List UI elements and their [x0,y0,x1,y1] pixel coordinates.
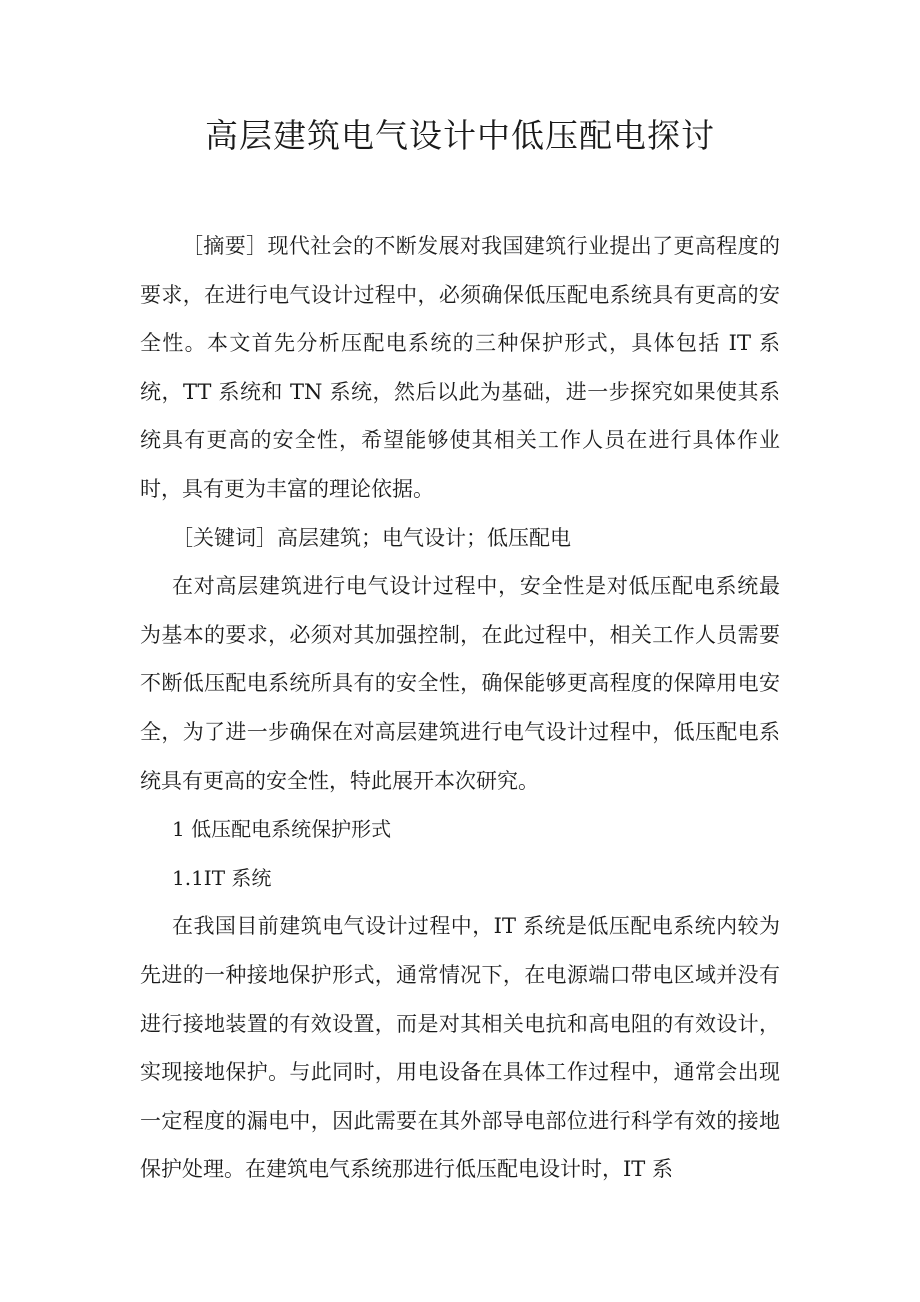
keywords-paragraph: ［关键词］高层建筑；电气设计；低压配电 [172,525,571,550]
section-1-1-heading: 1.1IT 系统 [172,865,272,890]
section-1-1-paragraph: 在我国目前建筑电气设计过程中，IT 系统是低压配电系统内较为先进的一种接地保护形式，通常情况下，在电源端口带电区域并没有进行接地装置的有效设置，而是对其相关电抗和高电阻的有效设计，实现接地保护。与此同时，用电设备在具体工作过程中，通常会出现一定程度的漏电中，因此需要在其外部导电部位进行科学有效的接地保护处理。在建筑电气系统那进行低压配电设计时，IT 系 [140,914,780,1182]
section-1-heading: 1 低压配电系统保护形式 [172,817,392,842]
document-title: 高层建筑电气设计中低压配电探讨 [205,116,715,155]
intro-paragraph: 在对高层建筑进行电气设计过程中，安全性是对低压配电系统最为基本的要求，必须对其加强控制，在此过程中，相关工作人员需要不断低压配电系统所具有的安全性，确保能够更高程度的保障用电安全，为了进一步确保在对高层建筑进行电气设计过程中，低压配电系统具有更高的安全性，特此展开本次研究。 [140,574,780,793]
document-body [140,222,780,1194]
abstract-paragraph: ［摘要］现代社会的不断发展对我国建筑行业提出了更高程度的要求，在进行电气设计过程中，必须确保低压配电系统具有更高的安全性。本文首先分析压配电系统的三种保护形式，具体包括 IT 系统，TT 系统和 TN 系统，然后以此为基础，进一步探究如果使其系统具有更高的安全性，希望能够使其相关工作人员在进行具体作业时，具有更为丰富的理论依据。 [140,234,780,501]
